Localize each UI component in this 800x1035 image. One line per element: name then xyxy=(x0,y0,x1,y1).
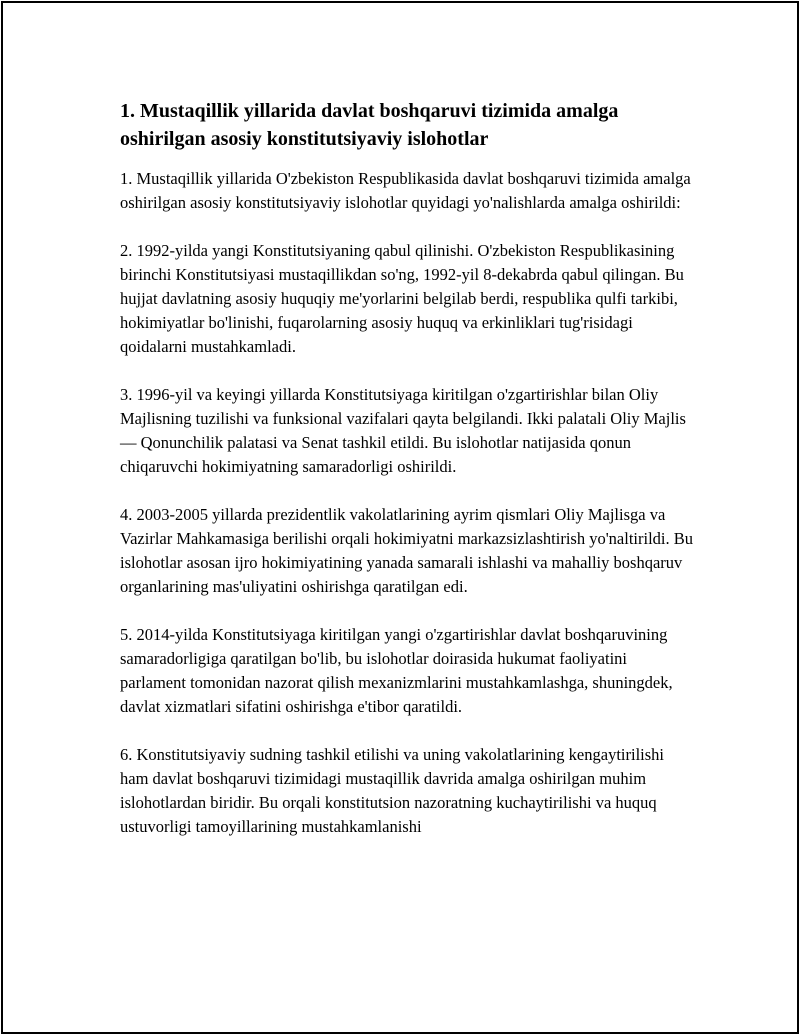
page-frame xyxy=(1,1,799,1034)
document-body xyxy=(120,97,695,863)
paragraph-1: 1. Mustaqillik yillarida O'zbekiston Respublikasida davlat boshqaruvi tizimida amalga oshirilgan asosiy konstitutsiyaviy islohotlar quyidagi yo'nalishlarda amalga oshirildi: xyxy=(120,169,691,212)
document-title: 1. Mustaqillik yillarida davlat boshqaruvi tizimida amalga oshirilgan asosiy konstitutsiyaviy islohotlar xyxy=(120,100,619,150)
paragraph-2: 2. 1992-yilda yangi Konstitutsiyaning qabul qilinishi. O'zbekiston Respublikasining birinchi Konstitutsiyasi mustaqillikdan so'ng, 1992-yil 8-dekabrda qabul qilingan. Bu hujjat davlatning asosiy huquqiy me'yorlarini belgilab berdi, respublika qulfi tarkibi, hokimiyatlar bo'linishi, fuqarolarning asosiy huquq va erkinliklari tug'risidagi qoidalarni mustahkamladi. xyxy=(120,241,684,356)
paragraph-4: 4. 2003-2005 yillarda prezidentlik vakolatlarining ayrim qismlari Oliy Majlisga va Vazirlar Mahkamasiga berilishi orqali hokimiyatni markazsizlashtirish yo'naltirildi. Bu islohotlar asosan ijro hokimiyatining yanada samarali ishlashi va mahalliy boshqaruv organlarining mas'uliyatini oshirishga qaratilgan edi. xyxy=(120,505,694,596)
paragraph-3: 3. 1996-yil va keyingi yillarda Konstitutsiyaga kiritilgan o'zgartirishlar bilan Oliy Majlisning tuzilishi va funksional vazifalari qayta belgilandi. Ikki palatali Oliy Majlis — Qonunchilik palatasi va Senat tashkil etildi. Bu islohotlar natijasida qonun chiqaruvchi hokimiyatning samaradorligi oshirildi. xyxy=(120,385,686,476)
paragraph-6: 6. Konstitutsiyaviy sudning tashkil etilishi va uning vakolatlarining kengaytirilishi ham davlat boshqaruvi tizimidagi mustaqillik davrida amalga oshirilgan muhim islohotlardan biridir. Bu orqali konstitutsion nazoratning kuchaytirilishi va huquq ustuvorligi tamoyillarining mustahkamlanishi xyxy=(120,745,664,836)
paragraph-5: 5. 2014-yilda Konstitutsiyaga kiritilgan yangi o'zgartirishlar davlat boshqaruvining samaradorligiga qaratilgan bo'lib, bu islohotlar doirasida hukumat faoliyatini parlament tomonidan nazorat qilish mexanizmlarini mustahkamlashga, shuningdek, davlat xizmatlari sifatini oshirishga e'tibor qaratildi. xyxy=(120,625,673,716)
